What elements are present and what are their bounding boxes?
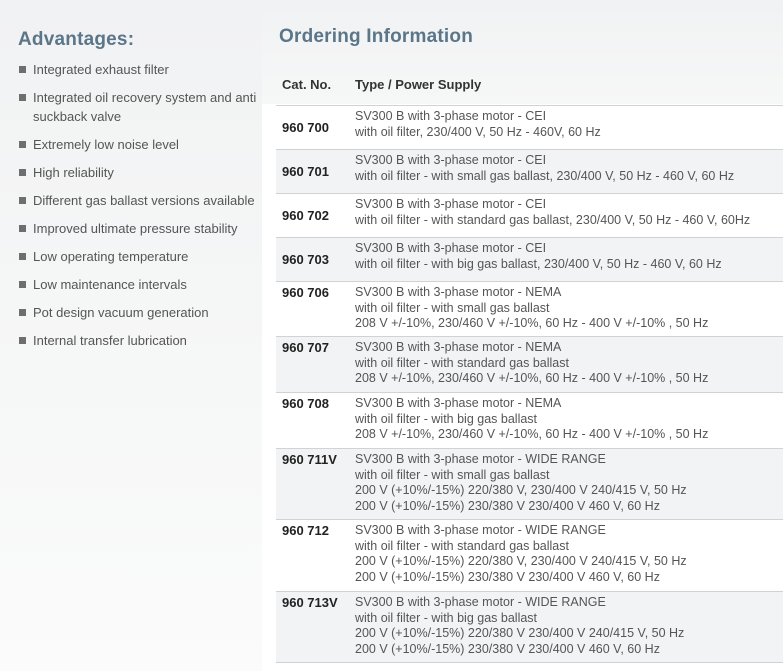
table-row: [276, 591, 783, 663]
square-bullet-icon: [19, 337, 26, 344]
type-line: with oil filter - with small gas ballast, 230/400 V, 50 Hz - 460 V, 60 Hz: [355, 168, 735, 183]
square-bullet-icon: [19, 309, 26, 316]
type-line: SV300 B with 3-phase motor - CEI: [355, 153, 547, 167]
advantage-text: Different gas ballast versions available: [33, 193, 255, 208]
type-line: 208 V +/-10%, 230/460 V +/-10%, 60 Hz - 400 V +/-10% , 50 Hz: [355, 371, 709, 386]
type-line: SV300 B with 3-phase motor - CEI: [355, 241, 547, 255]
advantage-item: [18, 88, 258, 126]
advantage-text: Low maintenance intervals: [33, 277, 187, 292]
table-row: [276, 519, 783, 591]
column-header-type: Type / Power Supply: [355, 77, 482, 92]
advantages-list: [18, 60, 258, 359]
cat-no-cell: 960 702: [282, 208, 329, 223]
type-line: SV300 B with 3-phase motor - NEMA: [355, 285, 562, 299]
type-line: with oil filter - with standard gas ballast, 230/400 V, 50 Hz - 460 V, 60Hz: [355, 212, 751, 227]
type-line: SV300 B with 3-phase motor - WIDE RANGE: [355, 595, 606, 609]
table-header: [276, 75, 783, 105]
type-cell: [355, 153, 734, 184]
advantage-item: [18, 275, 258, 294]
advantage-text: Low operating temperature: [33, 249, 189, 264]
table-row: [276, 448, 783, 519]
table-row: [276, 237, 783, 281]
type-line: 200 V (+10%/-15%) 220/380 V, 230/400 V 240/415 V, 50 Hz: [355, 483, 687, 498]
advantage-item: [18, 191, 258, 210]
advantage-text: Integrated exhaust filter: [33, 62, 169, 77]
square-bullet-icon: [19, 94, 26, 101]
type-line: SV300 B with 3-phase motor - NEMA: [355, 340, 562, 354]
type-line: 200 V (+10%/-15%) 230/380 V 230/400 V 460 V, 60 Hz: [355, 569, 660, 584]
type-line: SV300 B with 3-phase motor - NEMA: [355, 396, 562, 410]
type-line: with oil filter - with big gas ballast: [355, 610, 538, 625]
type-cell: [355, 285, 708, 332]
square-bullet-icon: [19, 169, 26, 176]
ordering-table: [276, 75, 783, 663]
type-line: 208 V +/-10%, 230/460 V +/-10%, 60 Hz - 400 V +/-10% , 50 Hz: [355, 316, 709, 331]
cat-no-cell: 960 701: [282, 164, 329, 179]
cat-no-cell: 960 708: [282, 396, 329, 411]
cat-no-cell: 960 711V: [282, 452, 337, 467]
square-bullet-icon: [19, 225, 26, 232]
table-row: [276, 336, 783, 392]
advantage-text: Integrated oil recovery system and anti suckback valve: [33, 90, 257, 124]
table-row: [276, 392, 783, 448]
square-bullet-icon: [19, 197, 26, 204]
type-line: with oil filter - with standard gas ballast: [355, 355, 569, 370]
advantage-item: [18, 303, 258, 322]
type-line: 200 V (+10%/-15%) 230/380 V 230/400 V 460 V, 60 Hz: [355, 498, 660, 513]
type-line: SV300 B with 3-phase motor - WIDE RANGE: [355, 452, 606, 466]
column-header-cat-no: Cat. No.: [282, 77, 332, 92]
square-bullet-icon: [19, 253, 26, 260]
type-line: with oil filter - with big gas ballast, 230/400 V, 50 Hz - 460 V, 60 Hz: [355, 256, 722, 271]
square-bullet-icon: [19, 141, 26, 148]
cat-no-cell: 960 712: [282, 523, 329, 538]
advantage-text: High reliability: [33, 165, 114, 180]
advantage-item: [18, 247, 258, 266]
type-line: 208 V +/-10%, 230/460 V +/-10%, 60 Hz - 400 V +/-10% , 50 Hz: [355, 427, 709, 442]
type-line: SV300 B with 3-phase motor - WIDE RANGE: [355, 523, 606, 537]
type-line: with oil filter - with small gas ballast: [355, 300, 550, 315]
advantage-text: Pot design vacuum generation: [33, 305, 209, 320]
advantages-title: Advantages:: [18, 29, 135, 50]
type-cell: [355, 595, 684, 657]
advantage-item: [18, 331, 258, 350]
ordering-panel: [262, 0, 783, 671]
square-bullet-icon: [19, 66, 26, 73]
ordering-title: Ordering Information: [279, 26, 473, 47]
advantage-item: [18, 60, 258, 79]
cat-no-cell: 960 707: [282, 340, 329, 355]
table-row: [276, 105, 783, 149]
type-cell: [355, 241, 722, 272]
cat-no-cell: 960 706: [282, 285, 329, 300]
table-row: [276, 193, 783, 237]
type-line: with oil filter, 230/400 V, 50 Hz - 460V, 60 Hz: [355, 124, 601, 139]
table-row: [276, 281, 783, 336]
cat-no-cell: 960 703: [282, 252, 329, 267]
square-bullet-icon: [19, 281, 26, 288]
advantage-text: Improved ultimate pressure stability: [33, 221, 238, 236]
advantage-item: [18, 219, 258, 238]
type-cell: [355, 523, 687, 585]
type-cell: [355, 396, 708, 443]
type-cell: [355, 340, 708, 387]
advantage-item: [18, 163, 258, 182]
type-line: with oil filter - with small gas ballast: [355, 467, 550, 482]
type-cell: [355, 452, 687, 514]
type-cell: [355, 197, 750, 228]
cat-no-cell: 960 700: [282, 120, 329, 135]
type-line: SV300 B with 3-phase motor - CEI: [355, 197, 547, 211]
type-line: with oil filter - with big gas ballast: [355, 411, 538, 426]
table-row: [276, 149, 783, 193]
advantages-panel: [0, 0, 262, 671]
type-line: 200 V (+10%/-15%) 230/380 V 230/400 V 460 V, 60 Hz: [355, 641, 660, 656]
type-cell: [355, 109, 601, 140]
cat-no-cell: 960 713V: [282, 595, 338, 610]
type-line: with oil filter - with standard gas ballast: [355, 538, 569, 553]
type-line: 200 V (+10%/-15%) 220/380 V, 230/400 V 240/415 V, 50 Hz: [355, 554, 687, 569]
advantage-text: Extremely low noise level: [33, 137, 179, 152]
advantage-item: [18, 135, 258, 154]
type-line: SV300 B with 3-phase motor - CEI: [355, 109, 547, 123]
advantage-text: Internal transfer lubrication: [33, 333, 187, 348]
type-line: 200 V (+10%/-15%) 220/380 V 230/400 V 240/415 V, 50 Hz: [355, 626, 685, 641]
